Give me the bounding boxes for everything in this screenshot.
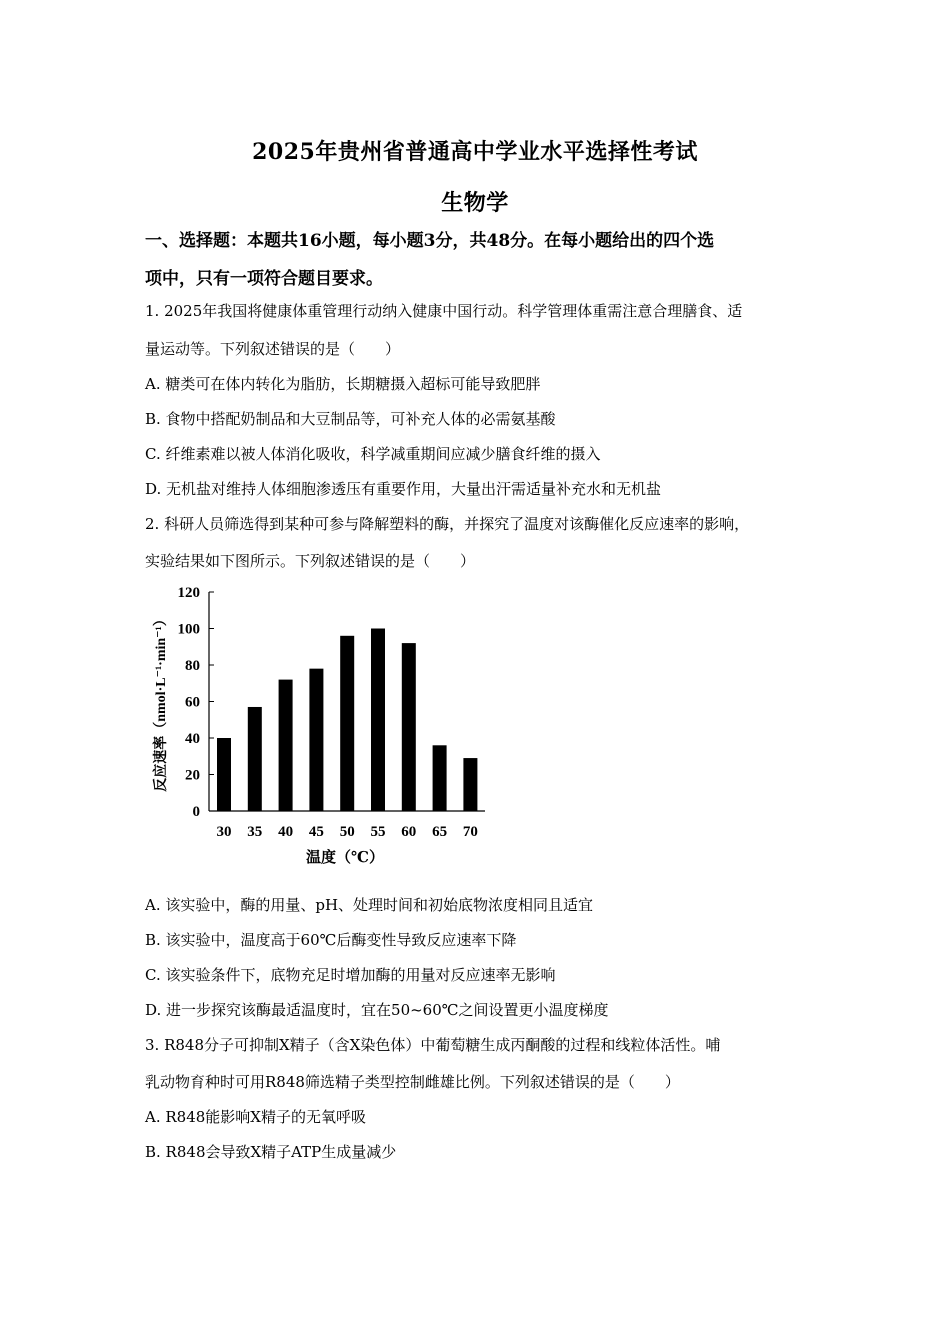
q3-option-b: B. R848会导致X精子ATP生成量减少	[145, 1143, 397, 1161]
y-tick-label: 120	[177, 585, 200, 601]
q2-option-b: B. 该实验中，温度高于60℃后酶变性导致反应速率下降	[145, 931, 517, 949]
bar-65	[433, 745, 447, 811]
y-tick-label: 0	[192, 804, 200, 820]
x-tick-label: 30	[216, 824, 232, 840]
x-tick-label: 55	[370, 824, 386, 840]
q1-option-d: D. 无机盐对维持人体细胞渗透压有重要作用，大量出汗需适量补充水和无机盐	[145, 480, 662, 498]
y-tick-label: 20	[185, 767, 200, 784]
bar-70	[463, 758, 477, 811]
bar-60	[402, 643, 416, 811]
q1-stem-line1: 1. 2025年我国将健康体重管理行动纳入健康中国行动。科学管理体重需注意合理膳食、适	[145, 302, 743, 320]
x-axis-label: 温度（℃）	[306, 850, 384, 866]
q2-option-d: D. 进一步探究该酶最适温度时，宜在50~60℃之间设置更小温度梯度	[145, 1001, 609, 1019]
x-tick-label: 35	[247, 824, 263, 840]
q3-stem-line2: 乳动物育种时可用R848筛选精子类型控制雌雄比例。下列叙述错误的是（ ）	[145, 1073, 680, 1091]
x-tick-label: 60	[401, 824, 417, 840]
x-tick-label: 50	[339, 824, 355, 840]
y-tick-label: 100	[177, 621, 200, 638]
q1-option-b: B. 食物中搭配奶制品和大豆制品等，可补充人体的必需氨基酸	[145, 410, 556, 428]
q3-option-a: A. R848能影响X精子的无氧呼吸	[145, 1108, 366, 1126]
x-tick-labels	[217, 824, 478, 840]
y-tick-label: 80	[185, 658, 200, 674]
chart-bars	[217, 629, 477, 812]
q1-option-a: A. 糖类可在体内转化为脂肪，长期糖摄入超标可能导致肥胖	[145, 375, 541, 393]
q3-stem-line1: 3. R848分子可抑制X精子（含X染色体）中葡萄糖生成丙酮酸的过程和线粒体活性。哺	[145, 1036, 721, 1054]
y-tick-labels	[178, 585, 201, 820]
section-heading-line2: 项中，只有一项符合题目要求。	[145, 269, 383, 289]
x-tick-label: 70	[462, 824, 478, 840]
y-tick-label: 60	[185, 694, 200, 711]
q2-stem-line1: 2. 科研人员筛选得到某种可参与降解塑料的酶，并探究了温度对该酶催化反应速率的影响，	[145, 515, 750, 533]
bar-45	[309, 669, 323, 811]
x-tick-label: 40	[278, 824, 294, 840]
y-tick-label: 40	[185, 731, 200, 747]
exam-title: 2025年贵州省普通高中学业水平选择性考试	[252, 139, 698, 165]
q2-option-c: C. 该实验条件下，底物充足时增加酶的用量对反应速率无影响	[145, 966, 556, 984]
bar-35	[248, 707, 262, 811]
q2-option-a: A. 该实验中，酶的用量、pH、处理时间和初始底物浓度相同且适宜	[145, 896, 594, 914]
q1-option-c: C. 纤维素难以被人体消化吸收，科学减重期间应减少膳食纤维的摄入	[145, 445, 601, 463]
bar-30	[217, 738, 231, 811]
x-tick-label: 45	[308, 824, 324, 840]
bar-50	[340, 636, 354, 811]
subject-title: 生物学	[441, 190, 509, 216]
q1-stem-line2: 量运动等。下列叙述错误的是（ ）	[145, 340, 401, 358]
bar-55	[371, 629, 385, 812]
reaction-rate-bar-chart	[145, 578, 505, 873]
x-tick-label: 65	[432, 824, 448, 840]
bar-40	[279, 680, 293, 811]
q2-stem-line2: 实验结果如下图所示。下列叙述错误的是（ ）	[145, 552, 476, 570]
y-axis-label: 反应速率（nmol·L⁻¹·min⁻¹）	[154, 612, 169, 792]
section-heading-line1: 一、选择题：本题共16小题，每小题3分，共48分。在每小题给出的四个选	[145, 231, 715, 251]
